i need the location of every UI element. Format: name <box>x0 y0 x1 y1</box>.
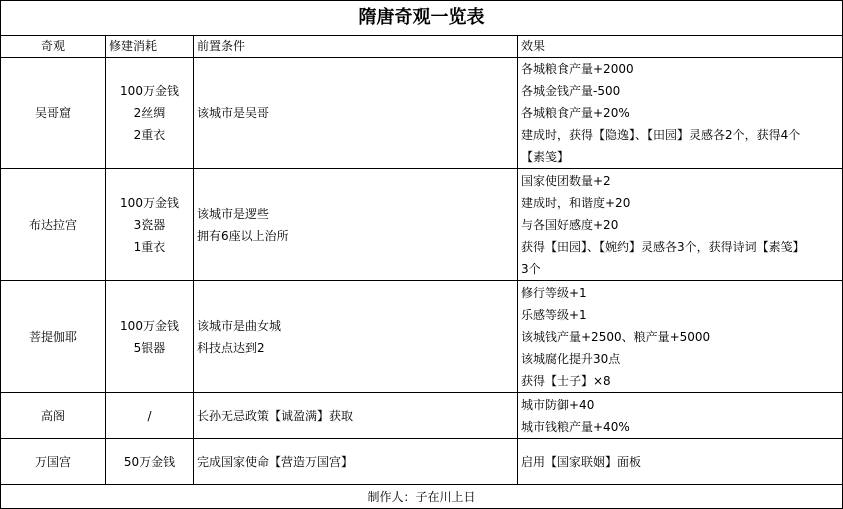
prereq-line: 该城市是曲女城 <box>197 318 282 333</box>
wonder-name: 菩提伽耶 <box>1 281 106 393</box>
prerequisite <box>194 439 518 485</box>
build-cost <box>106 393 194 439</box>
effect-line: 国家使团数量+2 <box>521 173 611 188</box>
effect-line: 各城粮食产量+20% <box>521 106 630 120</box>
wonder-name: 吴哥窟 <box>1 58 106 169</box>
effect <box>518 58 843 169</box>
table-row <box>1 169 843 281</box>
wonder-name: 高阁 <box>1 393 106 439</box>
prereq-line: 长孙无忌政策【诚盈满】获取 <box>197 408 354 423</box>
cost-line: 100万金钱 <box>120 318 179 333</box>
effect <box>518 281 843 393</box>
prereq-line: 完成国家使命【营造万国宫】 <box>197 454 354 469</box>
header-cost: 修建消耗 <box>106 36 194 58</box>
prerequisite <box>194 393 518 439</box>
header-effect: 效果 <box>518 36 843 58</box>
effect-line: 【素笺】 <box>521 150 570 164</box>
prerequisite <box>194 281 518 393</box>
effect-line: 获得【田园】、【婉约】灵感各3个，获得诗词【素笺】 <box>521 239 805 254</box>
prerequisite <box>194 169 518 281</box>
wonder-name: 万国宫 <box>1 439 106 485</box>
build-cost <box>106 281 194 393</box>
cost-line: 2重衣 <box>133 128 166 142</box>
table-row <box>1 393 843 439</box>
table-row <box>1 439 843 485</box>
cost-line: 3瓷器 <box>133 217 166 232</box>
author-credit: 制作人：子在川上日 <box>1 485 843 509</box>
effect-line: 修行等级+1 <box>521 285 587 300</box>
prerequisite <box>194 58 518 169</box>
cost-line: 5银器 <box>133 340 166 355</box>
effect-line: 乐感等级+1 <box>521 307 587 322</box>
title-row <box>1 1 843 36</box>
footer-row <box>1 485 843 509</box>
effect-line: 获得【士子】×8 <box>521 373 611 388</box>
table-title: 隋唐奇观一览表 <box>1 1 843 36</box>
effect <box>518 393 843 439</box>
effect <box>518 169 843 281</box>
effect-line: 建成时，和谐度+20 <box>521 195 631 210</box>
effect-line: 城市钱粮产量+40% <box>521 419 630 434</box>
effect-line: 启用【国家联姻】面板 <box>521 454 642 469</box>
prereq-line: 拥有6座以上治所 <box>197 228 289 243</box>
wonder-name: 布达拉宫 <box>1 169 106 281</box>
effect-line: 3个 <box>521 261 541 276</box>
effect <box>518 439 843 485</box>
header-prereq: 前置条件 <box>194 36 518 58</box>
effect-line: 该城腐化提升30点 <box>521 351 621 366</box>
cost-line: 2丝绸 <box>133 106 166 120</box>
effect-line: 该城钱产量+2500、粮产量+5000 <box>521 329 711 344</box>
build-cost <box>106 439 194 485</box>
effect-line: 各城粮食产量+2000 <box>521 62 634 76</box>
header-row <box>1 36 843 58</box>
cost-line: / <box>147 408 152 423</box>
cost-line: 1重衣 <box>133 239 166 254</box>
build-cost <box>106 169 194 281</box>
cost-line: 50万金钱 <box>123 454 176 469</box>
cost-line: 100万金钱 <box>120 195 179 210</box>
effect-line: 各城金钱产量-500 <box>521 84 621 98</box>
effect-line: 城市防御+40 <box>521 397 595 412</box>
prereq-line: 该城市是吴哥 <box>197 106 270 120</box>
prereq-line: 科技点达到2 <box>197 340 265 355</box>
build-cost <box>106 58 194 169</box>
cost-line: 100万金钱 <box>120 84 179 98</box>
header-name: 奇观 <box>1 36 106 58</box>
prereq-line: 该城市是逻些 <box>197 206 270 221</box>
effect-line: 建成时，获得【隐逸】、【田园】灵感各2个，获得4个 <box>521 128 801 142</box>
table-row <box>1 58 843 169</box>
table-row <box>1 281 843 393</box>
effect-line: 与各国好感度+20 <box>521 217 619 232</box>
